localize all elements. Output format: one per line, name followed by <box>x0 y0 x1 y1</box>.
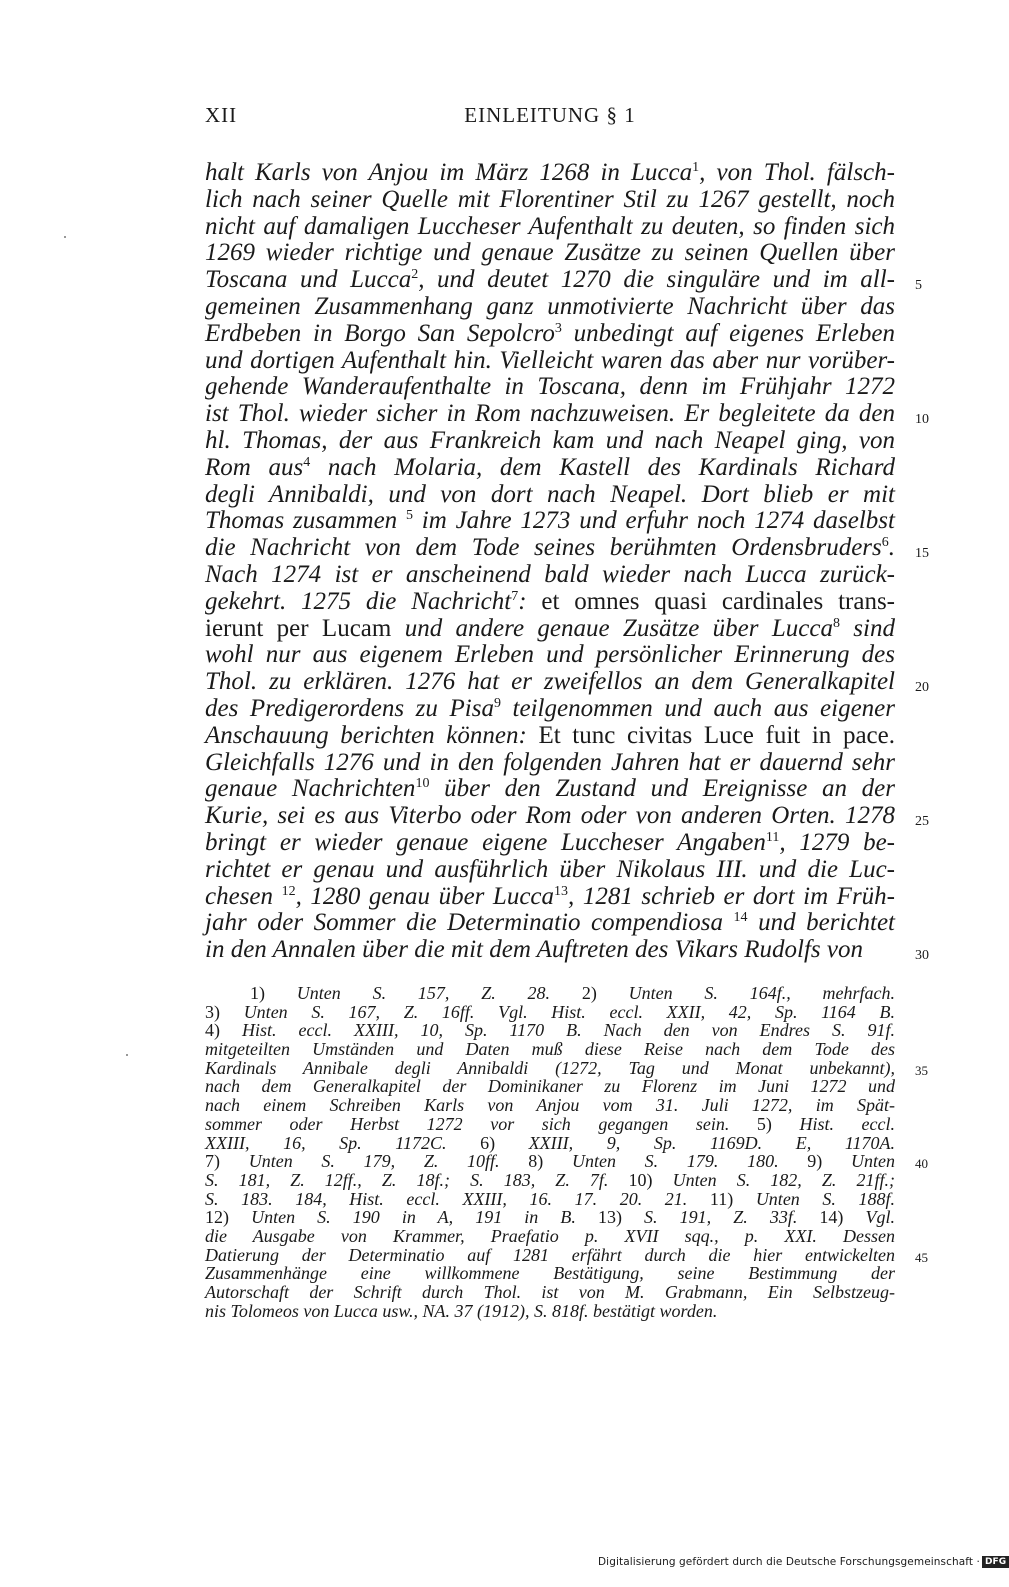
footnote-ref: 6 <box>881 535 889 551</box>
text-line <box>205 294 895 321</box>
text-line <box>205 857 895 884</box>
footnote-ref: 3 <box>554 320 562 336</box>
footnote-line <box>205 1283 895 1302</box>
text-run: : <box>518 587 542 615</box>
text-run: Vgl. <box>865 1207 895 1228</box>
footnote-line <box>205 1115 895 1134</box>
text-run: 8) <box>499 1151 572 1172</box>
scan-speck <box>126 1054 128 1056</box>
text-line <box>205 455 895 482</box>
text-run: nach Molaria, dem Kastell des Kardinals Richard <box>310 453 895 481</box>
text-run: Unten S. 157, Z. 28. <box>296 983 551 1003</box>
line-number: 10 <box>915 412 929 428</box>
footnote-ref: 8 <box>832 615 840 631</box>
text-run: , von Thol. fälsch- <box>699 159 895 186</box>
text-line <box>205 321 895 348</box>
footnote-ref: 4 <box>303 454 311 470</box>
text-run: mitgeteilten Umständen und Daten muß diese Reise nach dem Tode des <box>205 1039 895 1060</box>
text-run: Unten S. 190 in A, 191 in B. <box>251 1207 576 1228</box>
footnote-line <box>205 1151 928 1172</box>
footnote-line <box>205 1040 895 1059</box>
text-run: Autorschaft der Schrift durch Thol. ist von M. Grabmann, Ein Selbstzeug- <box>205 1282 895 1302</box>
line-number: 15 <box>915 546 929 562</box>
text-run: Kardinals Annibale degli Annibaldi (1272, Tag und Monat unbekannt), <box>205 1057 895 1078</box>
text-run: und dortigen Aufenthalt hin. Vielleicht waren das aber nur vorüber- <box>205 346 895 374</box>
text-run: Unten S. 167, Z. 16ff. Vgl. Hist. eccl. XXII, 42, Sp. 1164 B. <box>243 1001 895 1022</box>
footnote-line <box>205 1057 928 1078</box>
text-line <box>205 187 895 214</box>
text-run: und andere genaue Zusätze über Lucca <box>391 614 833 642</box>
running-header <box>205 103 895 133</box>
footnote-ref: 14 <box>733 910 748 926</box>
text-line <box>205 589 895 616</box>
text-run: richtet er genau und ausführlich über Nikolaus III. und die Luc- <box>205 855 895 883</box>
text-run: gekehrt. 1275 die Nachricht <box>205 587 512 615</box>
text-line <box>205 802 929 830</box>
footnote-line <box>205 1003 895 1022</box>
text-run: nicht auf damaligen Luccheser Aufenthalt zu deuten, so finden sich <box>205 212 895 240</box>
text-run: Rom aus <box>205 453 304 481</box>
text-run: 4) <box>205 1020 243 1041</box>
text-line <box>205 508 895 535</box>
text-run: 1) <box>250 983 297 1003</box>
text-line <box>205 936 929 964</box>
footnote-line <box>205 1227 895 1246</box>
text-line <box>205 348 895 375</box>
page-number: XII <box>205 103 238 127</box>
text-line <box>205 830 895 857</box>
text-run: 11) <box>687 1188 756 1209</box>
text-run: ierunt per Lucam <box>205 614 392 642</box>
text-run: Gleichfalls 1276 und in den folgenden Jahren hat er dauernd sehr <box>205 748 895 776</box>
text-line <box>205 750 895 777</box>
footnote-ref: 13 <box>554 883 569 899</box>
text-run: Unten S. 188f. <box>755 1188 895 1209</box>
text-line <box>205 374 895 401</box>
text-run: 1269 wieder richtige und genaue Zusätze zu seinen Quellen über <box>205 239 895 267</box>
text-run: S. 183. 184, Hist. eccl. XXIII, 16. 17. 20. 21. <box>205 1188 688 1209</box>
text-run: nis Tolomeos von Lucca usw., NA. 37 (1912), S. 818f. bestätigt worden. <box>205 1300 718 1321</box>
text-line <box>205 616 895 643</box>
text-run: Unten S. 164f., mehrfach. <box>628 983 896 1003</box>
footnote-line <box>205 1134 895 1153</box>
text-run: S. 181, Z. 12ff., Z. 18f.; S. 183, Z. 7f. <box>205 1169 609 1190</box>
text-line <box>205 266 922 294</box>
footnote-line <box>205 1264 895 1283</box>
footnote-line <box>205 1208 895 1227</box>
text-run: Unten <box>851 1151 896 1172</box>
text-run: sommer oder Herbst 1272 vor sich gegangen sein. <box>205 1113 730 1134</box>
text-run: gehende Wanderaufenthalte in Toscana, denn im Frühjahr 1272 <box>205 373 895 401</box>
text-line <box>205 240 895 267</box>
text-run: Thol. zu erklären. 1276 hat er zweifellos an dem Generalkapitel <box>205 668 895 696</box>
text-run: die Ausgabe von Krammer, Praefatio p. XVII sqq., p. XXI. Dessen <box>205 1225 895 1246</box>
line-number: 45 <box>915 1249 928 1265</box>
text-run: Unten S. 179. 180. <box>571 1151 779 1172</box>
text-run: et omnes quasi cardinales trans- <box>541 587 895 615</box>
footnote-line <box>205 1302 895 1321</box>
footnote-ref: 7 <box>511 588 519 604</box>
text-run: , 1281 schrieb er dort im Früh- <box>568 882 895 910</box>
text-run: 3) <box>205 1001 244 1022</box>
line-number: 35 <box>915 1062 928 1078</box>
text-run: Zusammenhänge eine willkommene Bestätigung, seine Bestimmung der <box>205 1263 895 1284</box>
text-run: 9) <box>778 1151 852 1172</box>
text-run: Erdbeben in Borgo San Sepolcro <box>205 319 555 347</box>
text-line <box>205 668 929 696</box>
text-run: lich nach seiner Quelle mit Florentiner Stil zu 1267 gestellt, noch <box>205 185 895 213</box>
text-run: des Predigerordens zu Pisa <box>205 694 494 722</box>
text-run: nach einem Schreiben Karls von Anjou vom 31. Juli 1272, im Spät- <box>205 1095 895 1116</box>
text-run: Kurie, sei es aus Viterbo oder Rom oder von anderen Orten. 1278 <box>205 802 895 830</box>
running-title: EINLEITUNG § 1 <box>464 103 636 127</box>
footnote-line <box>205 1077 895 1096</box>
text-run: halt Karls von Anjou im März 1268 in Lucca <box>205 159 693 186</box>
text-run: 14) <box>797 1207 866 1228</box>
text-line <box>205 428 895 455</box>
text-run: Toscana und Lucca <box>205 266 412 294</box>
text-run: 10) <box>608 1169 673 1190</box>
text-run: sind <box>839 614 895 642</box>
text-run: degli Annibaldi, und von dort nach Neapel. Dort blieb er mit <box>205 480 895 508</box>
text-run: 2) <box>550 983 629 1003</box>
text-run: unbedingt auf eigenes Erleben <box>561 319 895 347</box>
text-run: , 1280 genau über Lucca <box>295 882 555 910</box>
text-run: über den Zustand und Ereignisse an der <box>429 775 895 803</box>
text-run: Nach 1274 ist er anscheinend bald wieder nach Lucca zurück- <box>205 560 895 588</box>
text-run: Anschauung berichten können: <box>205 721 539 749</box>
text-run: 12) <box>205 1207 252 1228</box>
text-run: . <box>888 534 895 562</box>
text-line <box>205 696 895 723</box>
text-run: Unten S. 182, Z. 21ff.; <box>672 1169 896 1190</box>
scan-speck <box>64 236 66 238</box>
footnote-ref: 12 <box>281 883 296 899</box>
footnote-line <box>205 1190 895 1209</box>
text-line <box>205 562 895 589</box>
text-run: jahr oder Sommer die Determinatio compendiosa <box>205 909 734 937</box>
text-run: hl. Thomas, der aus Frankreich kam und nach Neapel ging, von <box>205 426 895 454</box>
footnote-ref: 1 <box>692 160 700 175</box>
footnote-ref: 5 <box>405 508 413 524</box>
footnote-line <box>205 984 895 1003</box>
footnote-line <box>205 1096 895 1115</box>
text-line <box>205 482 895 509</box>
text-line <box>205 534 929 562</box>
text-line <box>205 884 895 911</box>
footnote-line <box>205 1021 895 1040</box>
footnote-line <box>205 1244 928 1265</box>
footnotes <box>205 983 928 1321</box>
footnote-line <box>205 1171 895 1190</box>
text-run: bringt er wieder genaue eigene Luccheser Angaben <box>205 828 766 856</box>
text-run: nach dem Generalkapitel der Dominikaner zu Florenz im Juni 1272 und <box>205 1076 895 1097</box>
text-run: Hist. eccl. <box>799 1113 895 1134</box>
text-line <box>205 723 895 750</box>
text-run: 13) <box>575 1207 645 1228</box>
text-run: im Jahre 1273 und erfuhr noch 1274 daselbst <box>412 507 895 535</box>
text-run: 5) <box>729 1113 800 1134</box>
text-run: 6) <box>446 1132 529 1153</box>
text-run: teilgenommen und auch aus eigener <box>500 694 895 722</box>
text-line <box>205 642 895 669</box>
dfg-logo: DFG <box>982 1556 1009 1568</box>
text-run: und berichtet <box>747 909 895 937</box>
footnote-ref: 9 <box>493 695 501 711</box>
text-run: XXIII, 16, Sp. 1172C. <box>205 1132 447 1153</box>
text-run: genaue Nachrichten <box>205 775 416 803</box>
text-line <box>205 160 895 187</box>
line-number: 30 <box>915 948 929 964</box>
footnote-ref: 11 <box>765 829 780 845</box>
text-line <box>205 214 895 241</box>
text-line <box>205 910 895 937</box>
text-run: 7) <box>205 1151 249 1172</box>
text-run: chesen <box>205 882 282 910</box>
text-run: S. 191, Z. 33f. <box>644 1207 798 1228</box>
footer-credit: Digitalisierung gefördert durch die Deutsche Forschungsgemeinschaft · <box>598 1556 980 1568</box>
text-run: gemeinen Zusammenhang ganz unmotivierte Nachricht über das <box>205 292 895 320</box>
text-run: die Nachricht von dem Tode seines berühmten Ordensbruders <box>205 534 882 562</box>
text-run: XXIII, 9, Sp. 1169D. E, 1170A. <box>528 1132 896 1153</box>
footnote-ref: 10 <box>415 776 430 792</box>
line-number: 20 <box>915 680 929 696</box>
text-line <box>205 776 895 803</box>
text-run: wohl nur aus eigenem Erleben und persönlicher Erinnerung des <box>205 641 895 669</box>
text-run: Datierung der Determinatio auf 1281 erfährt durch die hier entwickelten <box>205 1244 895 1265</box>
text-run: Hist. eccl. XXIII, 10, Sp. 1170 B. Nach den von Endres S. 91f. <box>242 1020 895 1041</box>
text-line <box>205 400 929 428</box>
line-number: 25 <box>915 814 929 830</box>
text-run: Thomas zusammen <box>205 507 406 535</box>
line-number: 5 <box>915 278 922 294</box>
footnote-ref: 2 <box>411 267 419 283</box>
text-run: ist Thol. wieder sicher in Rom nachzuweisen. Er begleitete da den <box>205 400 895 428</box>
text-run: , 1279 be- <box>779 828 896 856</box>
text-run: Unten S. 179, Z. 10ff. <box>248 1151 500 1172</box>
main-text <box>205 159 929 964</box>
digitization-footer <box>598 1556 1009 1568</box>
text-run: Et tunc civitas Luce fuit in pace. <box>538 721 895 749</box>
text-run: , und deutet 1270 die singuläre und im all- <box>418 266 895 294</box>
text-run: in den Annalen über die mit dem Auftreten des Vikars Rudolfs von <box>205 936 863 964</box>
line-number: 40 <box>915 1156 928 1172</box>
